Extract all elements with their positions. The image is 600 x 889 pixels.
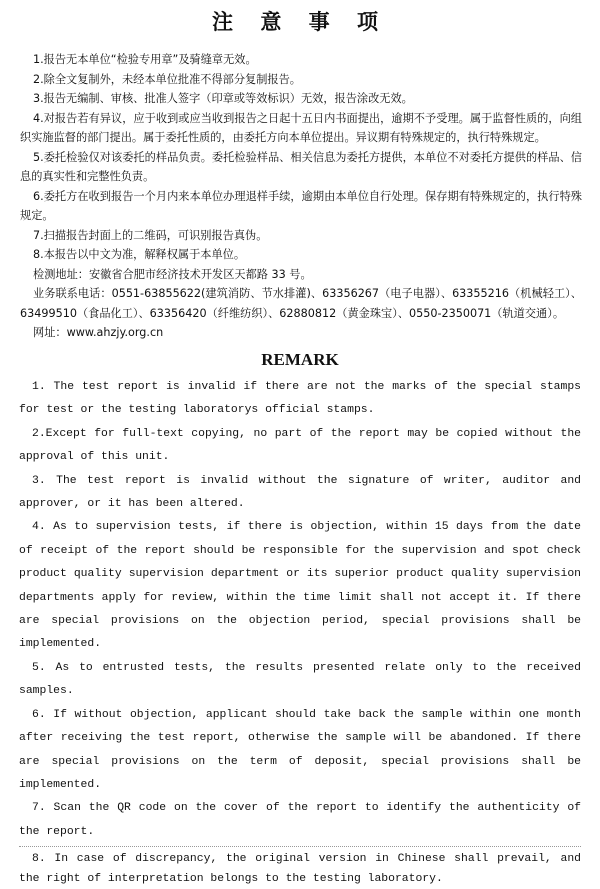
en-item-5: 5. As to entrusted tests, the results presented relate only to the received samples.: [19, 661, 581, 698]
english-remarks: [19, 376, 581, 889]
chinese-notes: [20, 50, 582, 343]
cn-item-8: 8.本报告以中文为准，解释权属于本单位。: [33, 248, 246, 261]
cn-item-6: 6.委托方在收到报告一个月内来本单位办理退样手续，逾期由本单位自行处理。保存期有特殊规定的，执行特殊规定。: [20, 189, 582, 222]
test-address: 检测地址：安徽省合肥市经济技术开发区天都路 33 号。: [33, 267, 312, 281]
cn-item-2: 2.除全文复制外，未经本单位批准不得部分复制报告。: [33, 72, 301, 86]
en-item-2: 2.Except for full-text copying, no part of the report may be copied without the approval of this unit.: [19, 427, 581, 464]
cn-item-1: 1.报告无本单位“检验专用章”及骑缝章无效。: [33, 53, 257, 66]
en-item-1: 1. The test report is invalid if there are not the marks of the special stamps for test or the testing laboratorys official stamps.: [19, 381, 581, 417]
en-item-4: 4. As to supervision tests, if there is objection, within 15 days from the date of receipt of the report should be responsible for the supervision and spot check product quality supervision department or its superior product quality supervision departments apply for review, within the time limit shall not accept it. If there are special provisions on the objection period, special provisions shall be implemented.: [19, 521, 581, 651]
cn-item-5: 5.委托检验仅对该委托的样品负责。委托检验样品、相关信息为委托方提供，本单位不对委托方提供的样品、信息的真实性和完整性负责。: [20, 150, 582, 183]
divider: [19, 846, 581, 847]
cn-item-7: 7.扫描报告封面上的二维码，可识别报告真伪。: [33, 228, 268, 242]
cn-item-4: 4.对报告若有异议，应于收到或应当收到报告之日起十五日内书面提出，逾期不予受理。属于监督性质的，向组织实施监督的部门提出。属于委托性质的，由委托方向本单位提出。异议期有特殊规定的，执行特殊规定。: [20, 111, 582, 144]
website: 网址：www.ahzjy.org.cn: [33, 326, 164, 339]
cn-item-3: 3.报告无编制、审核、批准人签字（印章或等效标识）无效，报告涂改无效。: [33, 92, 413, 105]
en-item-7: 7. Scan the QR code on the cover of the report to identify the authenticity of the report.: [19, 802, 581, 838]
en-item-8: 8. In case of discrepancy, the original version in Chinese shall prevail, and the right of interpretation belongs to the testing laboratory.: [19, 853, 581, 886]
en-item-6: 6. If without objection, applicant should take back the sample within one month after receiving the test report, otherwise the sample will be abandoned. If there are special provisions on the term of deposit, special provisions shall be implemented.: [19, 708, 581, 791]
page-title: 注 意 事 项: [212, 9, 388, 34]
en-item-3: 3. The test report is invalid without the signature of writer, auditor and approver, or it has been altered.: [19, 474, 581, 511]
business-phones: 业务联系电话：0551-63855622(建筑消防、节水排灌)、63356267（电子电器）、63355216（机械轻工）、63499510（食品化工）、63356420（纤维纺织）、62880812（黄金珠宝）、0550-2350071（轨道交通）。: [20, 287, 582, 320]
remark-title: REMARK: [261, 350, 339, 369]
